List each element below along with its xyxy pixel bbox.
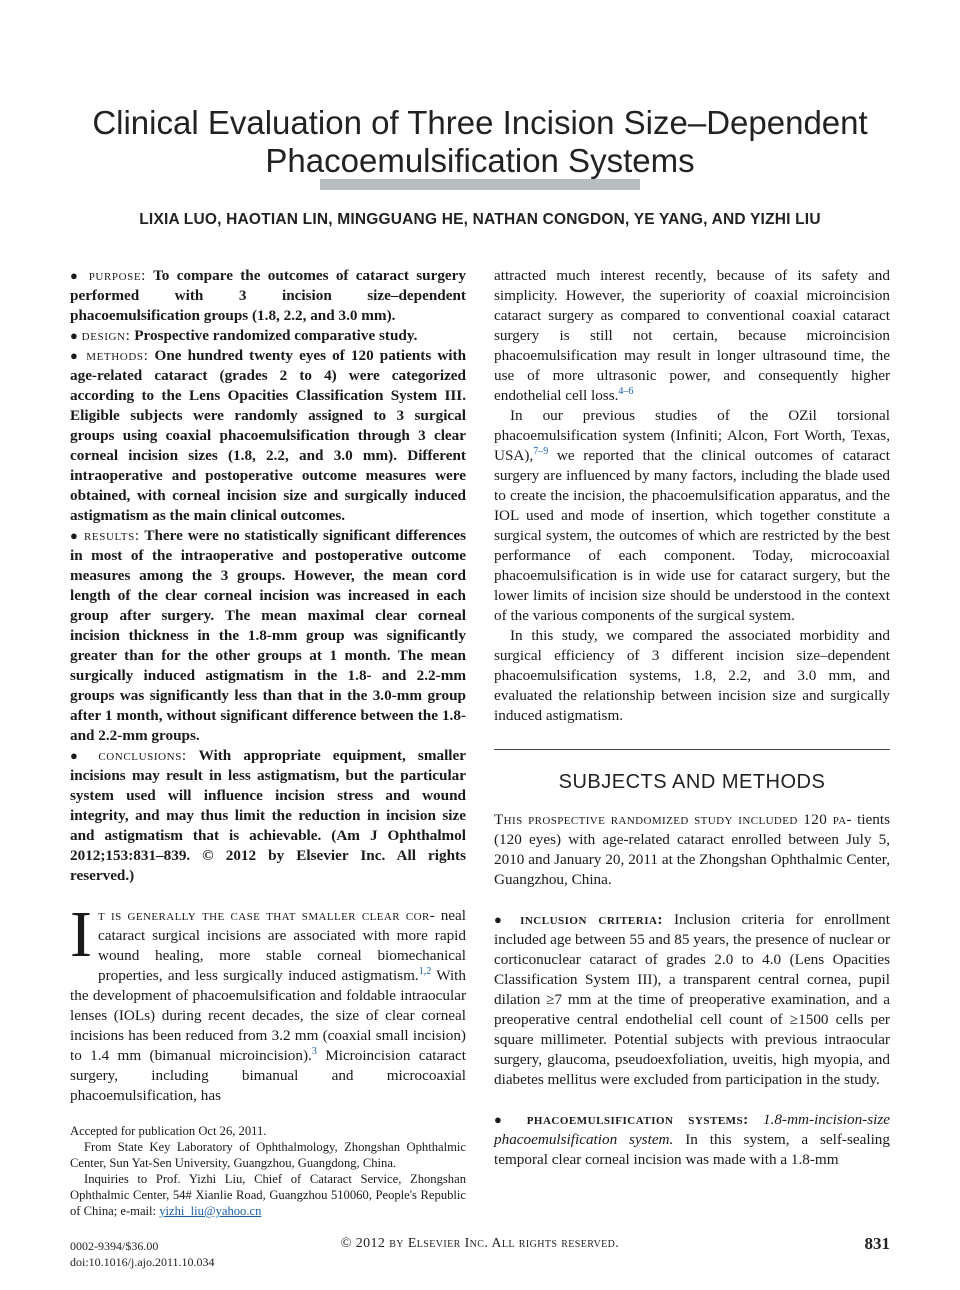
citation-ref[interactable]: 7–9 [533, 445, 549, 457]
abstract-conclusions [70, 746, 466, 886]
abstract-purpose [70, 266, 466, 326]
phaco-text: In this system, a self-sealing temporal clear corneal incision was made with a 1.8-mm [494, 1131, 890, 1168]
paragraph-text: attracted much interest recently, because of its safety and simplicity. However, the superiority of coaxial microincision cataract surgery as compared to conventional coaxial cataract surgery is still not certain, because microincision phacoemulsification may result in longer ultrasound time, the use of more ultrasonic power, and consequently higher endothelial cell loss. [494, 267, 890, 404]
intro-text-3: Microincision cataract surgery, including bimanual and microcoaxial phacoemulsification, has [70, 1047, 466, 1104]
footnotes [70, 1123, 466, 1219]
bullet-icon: ● [70, 748, 87, 763]
paragraph-text: we reported that the clinical outcomes of cataract surgery are influenced by many factors, including the blade used to create the incision, the phacoemulsification apparatus, and the IOL used and mode of insertion, which together constitute a surgical system, the outcomes of which are restricted by the best performance of each component. Today, microcoaxial phacoemulsification is in wide use for cataract surgery, but the lower limits of incision size should be understood in the context of the various components of the surgical system. [494, 447, 891, 624]
bullet-icon: ● [494, 912, 510, 927]
conclusions-label: conclusions: [98, 747, 187, 764]
right-paragraph-1 [494, 266, 890, 406]
inclusion-text: Inclusion criteria for enrollment included age between 55 and 85 years, the presence of nuclear or corticonuclear cataract of grades 2.0 to 4.0 (Lens Opacities Classification System III), a transparent central cornea, pupil dilation ≥7 mm at the time of preoperative examination, and a preoperative central endothelial cell count of ≥1500 cells per square millimeter. Potential subjects with previous intraocular surgery, glaucoma, pseudoexfoliation, uveitis, high myopia, and diabetes mellitus were excluded from participation in the study. [494, 911, 890, 1088]
design-text: Prospective randomized comparative study. [134, 327, 418, 344]
abstract-results [70, 526, 466, 746]
abstract-design [70, 326, 466, 346]
right-paragraph-3: In this study, we compared the associated morbidity and surgical efficiency of 3 different incision size–dependent phacoemulsification systems, 1.8, 2.2, and 3.0 mm, and evaluated the relationship between incision size and surgically induced astigmatism. [494, 627, 890, 724]
citation-ref[interactable]: 1,2 [418, 965, 432, 977]
bullet-icon: ● [70, 348, 81, 363]
methods-intro-text: tients (120 eyes) with age-related cataract enrolled between July 5, 2010 and January 20, 2011 at the Zhongshan Ophthalmic Center, Guangzhou, China. [494, 811, 890, 888]
bullet-icon: ● [70, 268, 82, 283]
issn: 0002-9394/$36.00 [70, 1239, 159, 1253]
affiliation-note: From State Key Laboratory of Ophthalmology, Zhongshan Ophthalmic Center, Sun Yat-Sen University, Guangzhou, Guangdong, China. [70, 1140, 466, 1170]
phaco-systems [494, 1110, 890, 1170]
intro-text-2: With the development of phacoemulsification and foldable intraocular lenses (IOLs) during recent decades, the size of clear corneal incisions has been reduced from 3.2 mm (coaxial small incision) to 1.4 mm (bimanual microincision). [70, 967, 466, 1064]
results-text: There were no statistically significant differences in most of the intraoperative and postoperative outcome measures among the 3 groups. However, the mean cord length of the clear corneal incision was increased in each group after surgery. The mean maximal clear corneal incision thickness in the 1.8-mm group was significantly greater than for the other groups at 1 month. The mean surgically induced astigmatism in the 1.8- and 2.2-mm groups was significantly less than that in the 3.0-mm group after 1 month, without significant difference between the 1.8- and 2.2-mm groups. [70, 527, 467, 744]
methods-lead: This prospective randomized study included 120 pa- [494, 811, 852, 828]
abstract-citation: (Am J Ophthalmol 2012;153:831–839. © 2012 by Elsevier Inc. All rights reserved.) [70, 827, 467, 884]
drop-cap: I [70, 898, 92, 971]
abstract [70, 266, 466, 886]
doi: doi:10.1016/j.ajo.2011.10.034 [70, 1255, 215, 1269]
title-rule [320, 179, 640, 190]
citation-ref[interactable]: 3 [311, 1045, 317, 1057]
footer-copyright: © 2012 by Elsevier Inc. All rights reserved. [340, 1236, 620, 1251]
page-number: 831 [864, 1234, 890, 1253]
design-label: design: [81, 327, 131, 344]
right-paragraph-2 [494, 406, 890, 626]
purpose-label: purpose: [88, 267, 147, 284]
spacer [494, 890, 890, 910]
inquiries-text: Inquiries to Prof. Yizhi Liu, Chief of Cataract Service, Zhongshan Ophthalmic Center, 54# Xianlie Road, Guangzhou 510060, People's Republic of China; e-mail: [70, 1172, 466, 1218]
spacer [494, 1090, 890, 1110]
inclusion-label: inclusion criteria: [520, 911, 663, 928]
footer-ids [70, 1238, 215, 1270]
intro-lead: t is generally the case that smaller clear cor- [97, 907, 436, 924]
right-column [494, 266, 890, 1170]
phaco-label: phacoemulsification systems: [526, 1111, 749, 1128]
email-link[interactable]: yizhi_liu@yahoo.cn [159, 1204, 262, 1218]
abstract-methods [70, 346, 466, 526]
left-column [70, 266, 466, 1106]
author-list: LIXIA LUO, HAOTIAN LIN, MINGGUANG HE, NATHAN CONGDON, YE YANG, AND YIZHI LIU [139, 211, 821, 228]
inclusion-criteria [494, 910, 890, 1090]
bullet-icon: ● [494, 1112, 513, 1127]
article-title: Clinical Evaluation of Three Incision Size–Dependent Phacoemulsification Systems [92, 104, 868, 180]
phaco-subheading: 1.8-mm-incision-size phacoemulsification system. [494, 1111, 890, 1148]
accepted-note: Accepted for publication Oct 26, 2011. [70, 1124, 267, 1138]
purpose-text: To compare the outcomes of cataract surgery performed with 3 incision size–dependent phacoemulsification groups (1.8, 2.2, and 3.0 mm). [70, 267, 466, 324]
methods-intro [494, 810, 890, 890]
methods-text: One hundred twenty eyes of 120 patients with age-related cataract (grades 2 to 4) were categorized according to the Lens Opacities Classification System III. Eligible subjects were randomly assigned to 3 surgical groups using coaxial phacoemulsification through 3 clear corneal incision sizes (1.8, 2.2, and 3.0 mm). Different intraoperative and postoperative outcome measures were obtained, with corneal incision size and surgically induced astigmatism as the main clinical outcomes. [70, 347, 467, 524]
section-divider [494, 749, 890, 750]
bullet-icon: ● [70, 328, 78, 343]
bullet-icon: ● [70, 528, 80, 543]
section-heading: SUBJECTS AND METHODS [558, 771, 826, 793]
intro-text-1: neal cataract surgical incisions are associated with more rapid wound healing, more stable corneal biomechanical properties, and less surgically induced astigmatism. [97, 907, 466, 984]
introduction [70, 898, 466, 1106]
inquiries-note [70, 1171, 466, 1219]
paragraph-text: In our previous studies of the OZil torsional phacoemulsification system (Infiniti; Alcon, Fort Worth, Texas, USA), [494, 407, 890, 464]
methods-label: methods: [86, 347, 149, 364]
citation-ref[interactable]: 4–6 [618, 385, 634, 397]
conclusions-text: With appropriate equipment, smaller incisions may result in less astigmatism, but the particular system used will influence incision stress and wound integrity, and may thus limit the reduction in incision size and astigmatism that is achievable. [70, 747, 466, 844]
results-label: results: [83, 527, 140, 544]
